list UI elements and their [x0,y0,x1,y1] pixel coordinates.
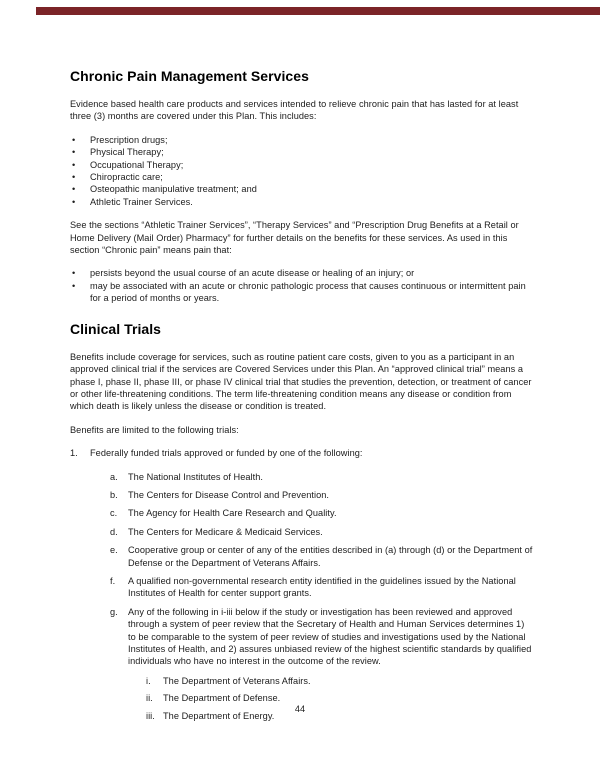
list-item [70,280,533,305]
list-item-text: • may be associated with an acute or chronic pathologic process that causes continuous or intermittent pain for a period of months or years. [90,280,526,304]
list-item [70,196,533,208]
see-sections-paragraph: See the sections “Athletic Trainer Services”, “Therapy Services” and “Prescription Drug Benefits at a Retail or Home Delivery (Mail Order) Pharmacy” for further details on the benefits for these services. As used in this section “Chronic pain” means pain that: [70,220,519,256]
list-item [70,159,533,171]
list-marker: a. [110,471,118,482]
numbered-item-text: Federally funded trials approved or funded by one of the following: [90,448,363,459]
lettered-item-text: The National Institutes of Health. [128,471,263,482]
list-marker: d. [110,526,118,537]
list-item [70,171,533,183]
clinical-trials-intro-paragraph: Benefits include coverage for services, such as routine patient care costs, given to you as a participant in an approved clinical trial if the services are Covered Services under this Plan. An “approved clinical trial” means a phase I, phase II, phase III, or phase IV clinical trial that studies the prevention, detection, or treatment of cancer or other life-threatening conditions. The term life-threatening condition means any disease or condition from which death is likely unless the disease or condition is treated. [70,351,532,412]
lettered-item-a [110,471,533,483]
list-item-text: • Chiropractic care; [90,172,163,183]
list-item-text: • persists beyond the usual course of an acute disease or healing of an injury; or [90,268,415,279]
list-item-text: • Occupational Therapy; [90,159,184,170]
roman-item-i [146,675,533,687]
list-marker: g. [110,606,118,617]
roman-item-text: The Department of Veterans Affairs. [163,675,311,686]
list-item [70,267,533,279]
lettered-item-text: The Centers for Medicare & Medicaid Services. [128,526,323,537]
chronic-pain-definition-list [70,267,533,304]
list-marker: f. [110,575,116,586]
lettered-sublist [110,471,533,723]
roman-item-text: The Department of Energy. [163,710,275,721]
list-marker: 1. [70,448,78,459]
lettered-item-d [110,526,533,538]
list-item [70,183,533,195]
list-item-text: • Athletic Trainer Services. [90,196,193,207]
list-marker: ii. [146,693,153,704]
list-item-text: • Physical Therapy; [90,147,164,158]
lettered-item-e [110,544,533,569]
roman-item-text: The Department of Defense. [163,693,281,704]
list-item [70,134,533,146]
list-marker: i. [146,675,151,686]
list-marker: c. [110,508,118,519]
lettered-item-text: Cooperative group or center of any of the entities described in (a) through (d) or the Department of Defense or the Department of Veterans Affairs. [128,545,533,568]
top-red-bar [36,7,600,15]
list-item-text: • Prescription drugs; [90,134,168,145]
list-item [70,146,533,158]
page-content [70,68,533,722]
chronic-pain-intro-paragraph: Evidence based health care products and services intended to relieve chronic pain that has lasted for at least three (3) months are covered under this Plan. This includes: [70,99,519,122]
lettered-item-b [110,489,533,501]
list-item-text: • Osteopathic manipulative treatment; and [90,184,257,195]
chronic-pain-services-list [70,134,533,208]
lettered-item-text: The Centers for Disease Control and Prevention. [128,489,330,500]
list-marker: b. [110,489,118,500]
section-heading-clinical-trials: Clinical Trials [70,320,162,337]
lettered-item-c [110,507,533,519]
lettered-item-f [110,575,533,600]
roman-sublist [146,675,533,722]
lettered-item-text: Any of the following in i-iii below if the study or investigation has been reviewed and approved through a system of peer review that the Secretary of Health and Human Services determines 1) to be comparable to the system of peer review of studies and investigations used by the National Institutes of Health, and 2) assures unbiased review of the highest scientific standards by qualified individuals who have no interest in the outcome of the review. [128,606,532,667]
numbered-item-1 [70,447,533,722]
section-heading-chronic-pain-management-services: Chronic Pain Management Services [70,68,309,84]
roman-item-ii [146,692,533,704]
page-footer [0,704,600,714]
list-marker: e. [110,545,118,556]
benefits-limited-line: Benefits are limited to the following trials: [70,424,239,435]
lettered-item-text: A qualified non-governmental research entity identified in the guidelines issued by the National Institutes of Health for center support grants. [128,575,516,599]
list-marker: iii. [146,710,155,721]
lettered-item-text: The Agency for Health Care Research and Quality. [128,508,337,519]
page-number: 44 [294,704,306,714]
